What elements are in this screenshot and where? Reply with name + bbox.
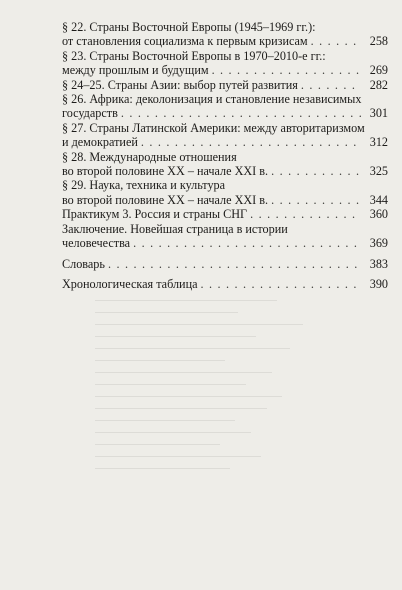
toc-page-number: 360 xyxy=(369,207,388,222)
toc-page-number: 301 xyxy=(369,106,388,121)
leader-dots xyxy=(301,78,361,92)
toc-entry-practicum-3[interactable] xyxy=(62,207,388,221)
toc-page-number: 282 xyxy=(369,77,388,92)
toc-entry-title: Хронологическая таблица xyxy=(62,276,198,291)
toc-entry-title-cont: государств xyxy=(62,106,118,121)
toc-entry-title: Практикум 3. Россия и страны СНГ xyxy=(62,207,248,222)
toc-entry-title-cont: во второй половине XX – начале XXI в. xyxy=(62,192,269,207)
toc-entry-title: § 22. Страны Восточной Европы (1945–1969 гг.): xyxy=(62,20,316,34)
leader-dots xyxy=(250,207,361,221)
leader-dots xyxy=(121,106,361,120)
toc-entry-title: § 24–25. Страны Азии: выбор путей развития xyxy=(62,77,298,92)
toc-entry-title: § 28. Международные отношения xyxy=(62,149,237,164)
toc-entry-title: Словарь xyxy=(62,256,105,271)
toc-entry-conclusion[interactable] xyxy=(62,222,388,251)
toc-entry-24-25[interactable] xyxy=(62,78,388,92)
toc-entry-28[interactable] xyxy=(62,150,388,179)
toc-entry-title-cont: во второй половине XX – начале XXI в. xyxy=(62,164,269,179)
toc-entry-22[interactable] xyxy=(62,20,388,49)
toc-entry-26[interactable] xyxy=(62,92,388,121)
toc-entry-title: § 26. Африка: деколонизация и становление независимых xyxy=(62,92,362,107)
leader-dots xyxy=(212,63,361,77)
toc-entry-title-cont: между прошлым и будущим xyxy=(62,63,209,78)
toc-entry-title-cont: от становления социализма к первым кризисам xyxy=(62,34,308,49)
toc-page-number: 312 xyxy=(369,135,388,150)
toc-entry-glossary[interactable] xyxy=(62,257,388,271)
bleed-through-text xyxy=(95,300,355,560)
toc-entry-title: § 29. Наука, техника и культура xyxy=(62,178,226,193)
toc-entry-23[interactable] xyxy=(62,49,388,78)
toc-page-number: 383 xyxy=(369,256,388,271)
table-of-contents xyxy=(62,20,388,291)
toc-entry-title: § 23. Страны Восточной Европы в 1970–2010-е гг.: xyxy=(62,48,326,63)
toc-entry-title-cont: человечества xyxy=(62,236,131,251)
leader-dots xyxy=(141,135,361,149)
leader-dots xyxy=(108,257,361,271)
leader-dots xyxy=(201,277,361,291)
toc-entry-chronology[interactable] xyxy=(62,277,388,291)
toc-page-number: 344 xyxy=(369,192,388,207)
leader-dots xyxy=(271,193,361,207)
toc-page-number: 269 xyxy=(369,63,388,78)
leader-dots xyxy=(133,236,361,250)
toc-entry-27[interactable] xyxy=(62,121,388,150)
toc-entry-title: Заключение. Новейшая страница в истории xyxy=(62,221,288,236)
leader-dots xyxy=(311,34,361,48)
leader-dots xyxy=(271,164,361,178)
toc-entry-title-cont: и демократией xyxy=(62,135,138,150)
toc-page-number: 325 xyxy=(369,164,388,179)
toc-entry-title: § 27. Страны Латинской Америки: между авторитаризмом xyxy=(62,120,365,135)
toc-page-number: 258 xyxy=(369,34,388,49)
toc-page-number: 390 xyxy=(369,276,388,291)
toc-page-number: 369 xyxy=(369,236,388,251)
toc-entry-29[interactable] xyxy=(62,178,388,207)
